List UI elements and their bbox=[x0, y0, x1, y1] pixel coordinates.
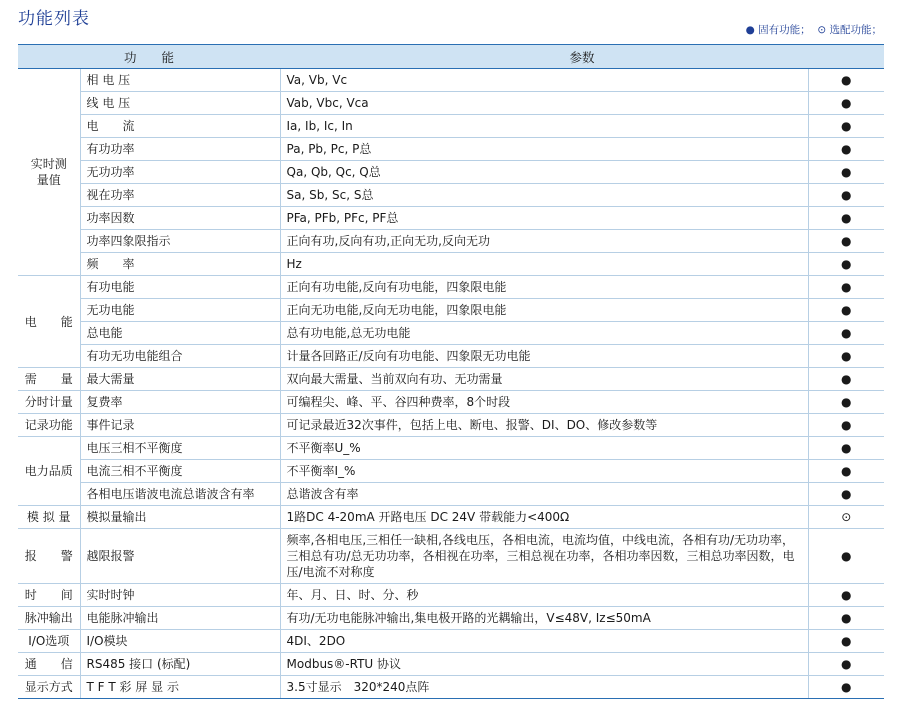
param-cell: 1路DC 4-20mA 开路电压 DC 24V 带载能力<400Ω bbox=[280, 506, 808, 529]
function-name-cell: 线 电 压 bbox=[80, 92, 280, 115]
standard-mark: ● bbox=[808, 299, 884, 322]
table-row bbox=[18, 161, 884, 184]
group-cell: I/O选项 bbox=[18, 630, 80, 653]
function-name-cell: 电 流 bbox=[80, 115, 280, 138]
param-cell: 不平衡率I_% bbox=[280, 460, 808, 483]
group-cell: 电 能 bbox=[18, 276, 80, 368]
table-row bbox=[18, 184, 884, 207]
function-name-cell: 复费率 bbox=[80, 391, 280, 414]
param-cell: 可记录最近32次事件，包括上电、断电、报警、DI、DO、修改参数等 bbox=[280, 414, 808, 437]
function-name-cell: 事件记录 bbox=[80, 414, 280, 437]
param-cell: 正向有功电能,反向有功电能，四象限电能 bbox=[280, 276, 808, 299]
param-cell: 总谐波含有率 bbox=[280, 483, 808, 506]
param-cell: Va, Vb, Vc bbox=[280, 69, 808, 92]
function-name-cell: 频 率 bbox=[80, 253, 280, 276]
header-params: 参数 bbox=[280, 45, 884, 69]
standard-mark: ● bbox=[808, 230, 884, 253]
param-cell: Modbus®-RTU 协议 bbox=[280, 653, 808, 676]
param-cell: Hz bbox=[280, 253, 808, 276]
function-name-cell: 电压三相不平衡度 bbox=[80, 437, 280, 460]
table-row bbox=[18, 368, 884, 391]
table-row bbox=[18, 584, 884, 607]
standard-mark: ● bbox=[808, 207, 884, 230]
group-cell: 模 拟 量 bbox=[18, 506, 80, 529]
table-row bbox=[18, 138, 884, 161]
function-name-cell: RS485 接口 (标配) bbox=[80, 653, 280, 676]
param-cell: 总有功电能,总无功电能 bbox=[280, 322, 808, 345]
param-cell: 4DI、2DO bbox=[280, 630, 808, 653]
standard-mark: ● bbox=[808, 368, 884, 391]
function-name-cell: 实时时钟 bbox=[80, 584, 280, 607]
table-row bbox=[18, 529, 884, 584]
group-cell: 脉冲输出 bbox=[18, 607, 80, 630]
function-name-cell: 越限报警 bbox=[80, 529, 280, 584]
group-cell: 电力品质 bbox=[18, 437, 80, 506]
standard-mark: ● bbox=[808, 184, 884, 207]
group-cell: 实时测 量值 bbox=[18, 69, 80, 276]
function-name-cell: 各相电压谐波电流总谐波含有率 bbox=[80, 483, 280, 506]
standard-mark: ● bbox=[808, 676, 884, 699]
standard-mark: ● bbox=[808, 630, 884, 653]
standard-mark: ● bbox=[808, 529, 884, 584]
group-cell: 需 量 bbox=[18, 368, 80, 391]
page-title: 功能列表 bbox=[18, 9, 90, 29]
table-row bbox=[18, 437, 884, 460]
table-row bbox=[18, 483, 884, 506]
function-table bbox=[18, 44, 884, 699]
table-row bbox=[18, 460, 884, 483]
param-cell: 计量各回路正/反向有功电能、四象限无功电能 bbox=[280, 345, 808, 368]
standard-mark: ● bbox=[808, 322, 884, 345]
param-cell: PFa, PFb, PFc, PF总 bbox=[280, 207, 808, 230]
function-name-cell: 模拟量输出 bbox=[80, 506, 280, 529]
function-name-cell: 最大需量 bbox=[80, 368, 280, 391]
group-cell: 记录功能 bbox=[18, 414, 80, 437]
param-cell: 可编程尖、峰、平、谷四种费率，8个时段 bbox=[280, 391, 808, 414]
header-function: 功 能 bbox=[18, 45, 280, 69]
table-row bbox=[18, 676, 884, 699]
table-row bbox=[18, 253, 884, 276]
table-row bbox=[18, 299, 884, 322]
param-cell: 3.5寸显示 320*240点阵 bbox=[280, 676, 808, 699]
standard-mark: ● bbox=[808, 391, 884, 414]
function-name-cell: 电能脉冲输出 bbox=[80, 607, 280, 630]
function-name-cell: 总电能 bbox=[80, 322, 280, 345]
table-row bbox=[18, 322, 884, 345]
param-cell: 年、月、日、时、分、秒 bbox=[280, 584, 808, 607]
standard-mark: ● bbox=[808, 437, 884, 460]
standard-mark: ● bbox=[808, 115, 884, 138]
table-body bbox=[18, 69, 884, 699]
function-name-cell: 视在功率 bbox=[80, 184, 280, 207]
table-row bbox=[18, 115, 884, 138]
param-cell: 正向有功,反向有功,正向无功,反向无功 bbox=[280, 230, 808, 253]
function-name-cell: I/O模块 bbox=[80, 630, 280, 653]
param-cell: Vab, Vbc, Vca bbox=[280, 92, 808, 115]
function-name-cell: 电流三相不平衡度 bbox=[80, 460, 280, 483]
param-cell: 双向最大需量、当前双向有功、无功需量 bbox=[280, 368, 808, 391]
table-row bbox=[18, 414, 884, 437]
param-cell: 正向无功电能,反向无功电能，四象限电能 bbox=[280, 299, 808, 322]
param-cell: 频率,各相电压,三相任一缺相,各线电压，各相电流，电流均值，中线电流，各相有功/无功功率，三相总有功/总无功功率，各相视在功率，三相总视在功率，各相功率因数，三相总功率因数，电压/电流不对称度 bbox=[280, 529, 808, 584]
function-name-cell: 功率四象限指示 bbox=[80, 230, 280, 253]
table-row bbox=[18, 276, 884, 299]
legend-standard: ● 固有功能； bbox=[745, 24, 811, 36]
table-header-row bbox=[18, 45, 884, 69]
standard-mark: ● bbox=[808, 161, 884, 184]
optional-mark: ⊙ bbox=[808, 506, 884, 529]
group-cell: 通 信 bbox=[18, 653, 80, 676]
standard-mark: ● bbox=[808, 460, 884, 483]
function-name-cell: 无功功率 bbox=[80, 161, 280, 184]
standard-mark: ● bbox=[808, 653, 884, 676]
function-name-cell: 功率因数 bbox=[80, 207, 280, 230]
param-cell: 有功/无功电能脉冲输出,集电极开路的光耦输出，V≤48V, Iz≤50mA bbox=[280, 607, 808, 630]
param-cell: Pa, Pb, Pc, P总 bbox=[280, 138, 808, 161]
table-row bbox=[18, 607, 884, 630]
group-cell: 分时计量 bbox=[18, 391, 80, 414]
standard-mark: ● bbox=[808, 138, 884, 161]
table-row bbox=[18, 207, 884, 230]
param-cell: Ia, Ib, Ic, In bbox=[280, 115, 808, 138]
param-cell: 不平衡率U_% bbox=[280, 437, 808, 460]
table-row bbox=[18, 92, 884, 115]
group-cell: 显示方式 bbox=[18, 676, 80, 699]
table-row bbox=[18, 391, 884, 414]
table-row bbox=[18, 630, 884, 653]
function-name-cell: 有功功率 bbox=[80, 138, 280, 161]
standard-mark: ● bbox=[808, 345, 884, 368]
table-row bbox=[18, 506, 884, 529]
standard-mark: ● bbox=[808, 584, 884, 607]
function-name-cell: 有功电能 bbox=[80, 276, 280, 299]
table-row bbox=[18, 230, 884, 253]
table-row bbox=[18, 69, 884, 92]
standard-mark: ● bbox=[808, 253, 884, 276]
legend-optional: ⊙ 选配功能； bbox=[817, 24, 882, 36]
function-name-cell: 相 电 压 bbox=[80, 69, 280, 92]
param-cell: Qa, Qb, Qc, Q总 bbox=[280, 161, 808, 184]
group-cell: 时 间 bbox=[18, 584, 80, 607]
param-cell: Sa, Sb, Sc, S总 bbox=[280, 184, 808, 207]
function-name-cell: 有功无功电能组合 bbox=[80, 345, 280, 368]
standard-mark: ● bbox=[808, 69, 884, 92]
group-cell: 报 警 bbox=[18, 529, 80, 584]
legend bbox=[746, 22, 882, 37]
standard-mark: ● bbox=[808, 483, 884, 506]
standard-mark: ● bbox=[808, 276, 884, 299]
standard-mark: ● bbox=[808, 92, 884, 115]
standard-mark: ● bbox=[808, 414, 884, 437]
function-name-cell: 无功电能 bbox=[80, 299, 280, 322]
table-row bbox=[18, 345, 884, 368]
standard-mark: ● bbox=[808, 607, 884, 630]
table-row bbox=[18, 653, 884, 676]
function-name-cell: T F T 彩 屏 显 示 bbox=[80, 676, 280, 699]
